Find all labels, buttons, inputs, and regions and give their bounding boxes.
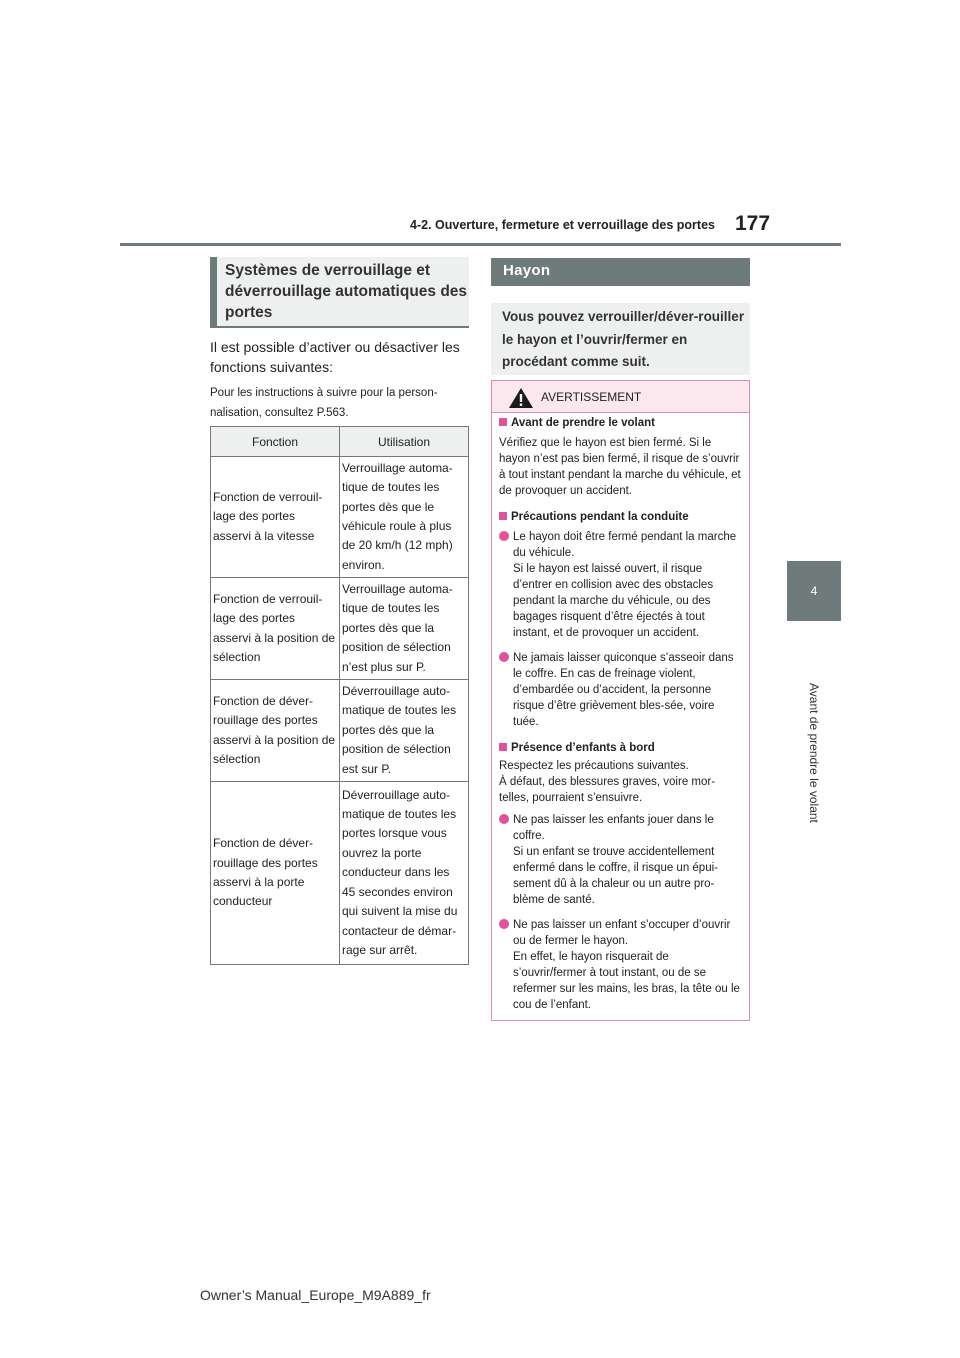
warning-bullet-text: Ne jamais laisser quiconque s’asseoir dans le coffre. En cas de freinage violent, d’embardée ou d’accident, la personne risque d’être grièvement bles-sée, voire tuée. xyxy=(513,652,734,728)
square-bullet-icon xyxy=(499,418,507,426)
circle-bullet-icon xyxy=(499,531,509,541)
square-bullet-icon xyxy=(499,743,507,751)
warning-subheading xyxy=(499,415,743,431)
chapter-header-title: 4-2. Ouverture, fermeture et verrouillage des portes xyxy=(410,218,715,232)
warning-title: AVERTISSEMENT xyxy=(541,390,642,404)
square-bullet-icon xyxy=(499,512,507,520)
warning-bullet xyxy=(499,812,743,908)
header-divider xyxy=(120,243,841,246)
table-header-function: Fonction xyxy=(211,427,340,457)
table-row xyxy=(211,578,469,680)
circle-bullet-icon xyxy=(499,919,509,929)
section-heading-hayon: Hayon xyxy=(491,258,750,286)
warning-paragraph: Vérifiez que le hayon est bien fermé. Si le hayon n’est pas bien fermé, il risque de s’ouvrir à tout instant pendant la marche du véhicule, et de provoquer un accident. xyxy=(499,437,741,497)
table-header-usage: Utilisation xyxy=(340,427,469,457)
table-row xyxy=(211,680,469,782)
table-header-row xyxy=(211,427,469,457)
warning-paragraph: Respectez les précautions suivantes. À défaut, des blessures graves, voire mor-telles, pourraient s’ensuivre. xyxy=(499,760,716,804)
table-cell-usage: Verrouillage automa-tique de toutes les portes dès que la position de sélection n’est plus sur P. xyxy=(340,578,469,680)
page-number: 177 xyxy=(735,212,771,235)
warning-bullet-text: Ne pas laisser les enfants jouer dans le coffre. Si un enfant se trouve accidentellement enfermé dans le coffre, il risque un épui-sement dû à la chaleur ou un autre pro-blème de santé. xyxy=(513,814,718,906)
table-cell-usage: Verrouillage automa-tique de toutes les portes dès que le véhicule roule à plus de 20 km/h (12 mph) environ. xyxy=(340,457,469,578)
warning-subheading-text: Avant de prendre le volant xyxy=(511,417,655,429)
table-cell-function: Fonction de déver-rouillage des portes asservi à la position de sélection xyxy=(211,680,340,782)
function-table xyxy=(210,426,469,965)
table-cell-function: Fonction de verrouil-lage des portes asservi à la vitesse xyxy=(211,457,340,578)
chapter-tab: 4 xyxy=(787,561,841,621)
table-row xyxy=(211,457,469,578)
warning-subheading xyxy=(499,740,743,756)
warning-triangle-icon xyxy=(508,387,534,414)
table-cell-function: Fonction de déver-rouillage des portes asservi à la porte conducteur xyxy=(211,782,340,965)
warning-box xyxy=(491,380,750,1021)
warning-subheading-text: Précautions pendant la conduite xyxy=(511,511,689,523)
chapter-tab-label: Avant de prendre le volant xyxy=(807,683,821,823)
warning-bullet xyxy=(499,529,743,641)
table-cell-function: Fonction de verrouil-lage des portes asservi à la position de sélection xyxy=(211,578,340,680)
circle-bullet-icon xyxy=(499,814,509,824)
warning-subheading-text: Présence d’enfants à bord xyxy=(511,742,655,754)
warning-body xyxy=(499,415,743,1013)
warning-bullet-text: Le hayon doit être fermé pendant la marche du véhicule. Si le hayon est laissé ouvert, il risque d’entrer en collision avec des obstacles pendant la marche du véhicule, ou des bagages risquent d’être éjectés à tout instant, et de provoquer un accident. xyxy=(513,531,737,639)
warning-bullet xyxy=(499,650,743,730)
section-heading-auto-lock: Systèmes de verrouillage et déverrouillage automatiques des portes xyxy=(210,257,469,328)
table-row xyxy=(211,782,469,965)
warning-subheading xyxy=(499,509,743,525)
warning-bullet-text: Ne pas laisser un enfant s’occuper d’ouvrir ou de fermer le hayon. En effet, le hayon risquerait de s’ouvrir/fermer à tout instant, ou de se refermer sur les mains, les bras, la tête ou le cou de l’enfant. xyxy=(513,919,740,1011)
table-cell-usage: Déverrouillage auto-matique de toutes les portes dès que la position de sélection est sur P. xyxy=(340,680,469,782)
footer-manual-id: Owner’s Manual_Europe_M9A889_fr xyxy=(200,1287,431,1303)
warning-bullet xyxy=(499,917,743,1013)
intro-paragraph: Il est possible d’activer ou désactiver les fonctions suivantes: xyxy=(210,339,460,375)
customization-note: Pour les instructions à suivre pour la person-nalisation, consultez P.563. xyxy=(210,387,438,419)
circle-bullet-icon xyxy=(499,652,509,662)
table-cell-usage: Déverrouillage auto-matique de toutes les portes lorsque vous ouvrez la porte conducteur dans les 45 secondes environ qui suivent la mise du contacteur de démar-rage sur arrêt. xyxy=(340,782,469,965)
hayon-lead-paragraph: Vous pouvez verrouiller/déver-rouiller le hayon et l’ouvrir/fermer en procédant comme suit. xyxy=(491,303,750,375)
warning-header xyxy=(492,381,749,413)
